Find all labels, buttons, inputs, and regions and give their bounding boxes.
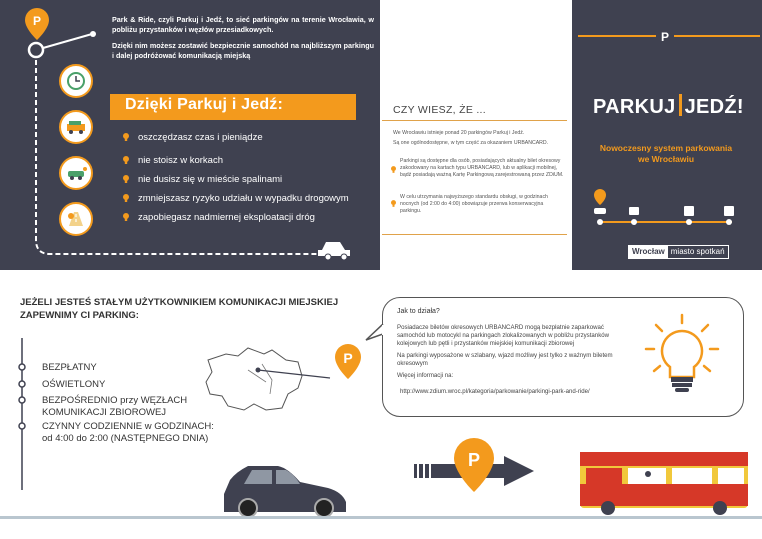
benefit-item: zmniejszasz ryzyko udziału w wypadku drogowym — [138, 193, 349, 204]
bus-icon — [578, 448, 750, 518]
how-it-works-line: samochód lub motocykl na parkingach zlokalizowanych w pobliżu przystanków — [397, 332, 610, 339]
bike-icon — [629, 207, 639, 215]
bottom-heading — [20, 296, 350, 322]
benefits-banner-text: Dzięki Parkuj i Jedź: — [125, 96, 284, 113]
fact-1 — [393, 130, 565, 147]
logo-right: JEDŹ! — [684, 96, 744, 118]
benefit-item: nie dusisz się w mieście spalinami — [138, 174, 283, 185]
lightbulb-icon — [642, 313, 722, 401]
more-info-link[interactable]: http://www.zdium.wroc.pl/kategoria/parkowanie/parkingi-park-and-ride/ — [400, 388, 590, 395]
right-route-graphic — [572, 0, 762, 270]
bottom-heading-line-2: ZAPEWNIMY CI PARKING: — [20, 310, 139, 321]
route-pin — [594, 189, 606, 205]
logo-separator — [679, 94, 682, 116]
how-it-works-title: Jak to działa? — [397, 308, 440, 315]
exhaust-car-icon — [59, 156, 93, 190]
route-pin-letter: P — [32, 14, 42, 28]
benefit-item: oszczędzasz czas i pieniądze — [138, 132, 263, 143]
fact-1-line-2: Są one ogólnodostępne, w tym część za okazaniem URBANCARD. — [393, 140, 549, 146]
fact-1-line-1: We Wrocławiu istnieje ponad 20 parkingów Parkuj i Jedź. — [393, 130, 525, 136]
car-icon — [318, 242, 350, 260]
how-it-works-line: okresowym — [397, 360, 428, 367]
arrow-pin-letter: P — [467, 450, 481, 470]
ground-line — [0, 516, 762, 519]
fact-2: Parkingi są dostępne dla osób, posiadających aktualny bilet okresowy zakodowany na kartach typu URBANCARD, lub w aplikacji mobilnej, bądź posiadają ważną Kartę Parkingową zarejestrowaną przez ZDiUM. — [400, 158, 564, 178]
city-slogan: miasto spotkań — [670, 247, 725, 256]
bottom-heading-line-1: JEŻELI JESTEŚ STAŁYM UŻYTKOWNIKIEM KOMUNIKACJI MIEJSKIEJ — [20, 297, 339, 308]
logo-subtitle-line-2: we Wrocławiu — [637, 154, 695, 164]
how-it-works-line: Posiadacze biletów okresowych URBANCARD mogą bezpłatnie zaparkować — [397, 324, 604, 331]
bubble-tail — [364, 322, 386, 344]
tram-icon — [684, 206, 694, 216]
benefit-item: zapobiegasz nadmiernej eksploatacji dróg — [138, 212, 315, 223]
divider — [382, 120, 567, 121]
bus-icon — [724, 206, 734, 216]
bulb-icon — [123, 213, 129, 221]
traffic-jam-icon — [59, 110, 93, 144]
bulb-icon — [123, 194, 129, 202]
feature-item: od 4:00 do 2:00 (NASTĘPNEGO DNIA) — [42, 433, 209, 444]
fact-3: W celu utrzymania najwyższego standardu obsługi, w godzinach nocnych (od 2:00 do 4:00) obowiązuje przerwa konserwacyjna parkingu. — [400, 194, 548, 214]
did-you-know-heading: CZY WIESZ, ŻE ... — [393, 104, 486, 116]
intro-text — [112, 15, 374, 61]
bulb-icon — [391, 166, 396, 173]
feature-item: KOMUNIKACJI ZBIOROWEJ — [42, 407, 167, 418]
road-icon — [59, 202, 93, 236]
clock-icon — [59, 64, 93, 98]
feature-item: BEZPŁATNY — [42, 362, 97, 373]
benefit-item: nie stoisz w korkach — [138, 155, 224, 166]
divider — [382, 234, 567, 235]
logo-subtitle — [580, 143, 752, 165]
map-pin-letter: P — [343, 350, 353, 366]
logo — [593, 94, 744, 119]
car-icon — [594, 208, 606, 214]
how-it-works-line: Na parkingi wyposażone w szlabany, wjazd możliwy jest tylko z ważnym biletem — [397, 352, 613, 359]
intro-paragraph-2: Dzięki nim możesz zostawić bezpiecznie samochód na najbliższym parkingu i dalej podróżować komunikacją miejską — [112, 41, 374, 60]
bulb-icon — [123, 133, 129, 141]
feature-item: CZYNNY CODZIENNIE w GODZINACH: — [42, 421, 214, 432]
feature-item: OŚWIETLONY — [42, 379, 106, 390]
logo-subtitle-line-1: Nowoczesny system parkowania — [599, 143, 733, 153]
feature-item: BEZPOŚREDNIO przy WĘZŁACH — [42, 395, 188, 406]
bulb-icon — [123, 156, 129, 164]
city-logo — [628, 245, 729, 259]
bulb-icon — [123, 175, 129, 183]
logo-left: PARKUJ — [593, 96, 676, 118]
how-it-works-line: kolejowych lub pętli i przystanków miejskiej komunikacji zbiorowej — [397, 340, 575, 347]
suv-car-icon — [218, 456, 354, 518]
how-it-works-line: Więcej informacji na: — [397, 372, 454, 379]
city-name: Wrocław — [629, 246, 668, 258]
top-route-pin-letter: P — [660, 30, 670, 44]
intro-paragraph-1: Park & Ride, czyli Parkuj i Jedź, to sieć parkingów na terenie Wrocławia, w pobliżu przystanków i węzłów przesiadkowych. — [112, 15, 374, 34]
arrow-graphic — [412, 436, 536, 500]
bulb-icon — [391, 200, 396, 207]
